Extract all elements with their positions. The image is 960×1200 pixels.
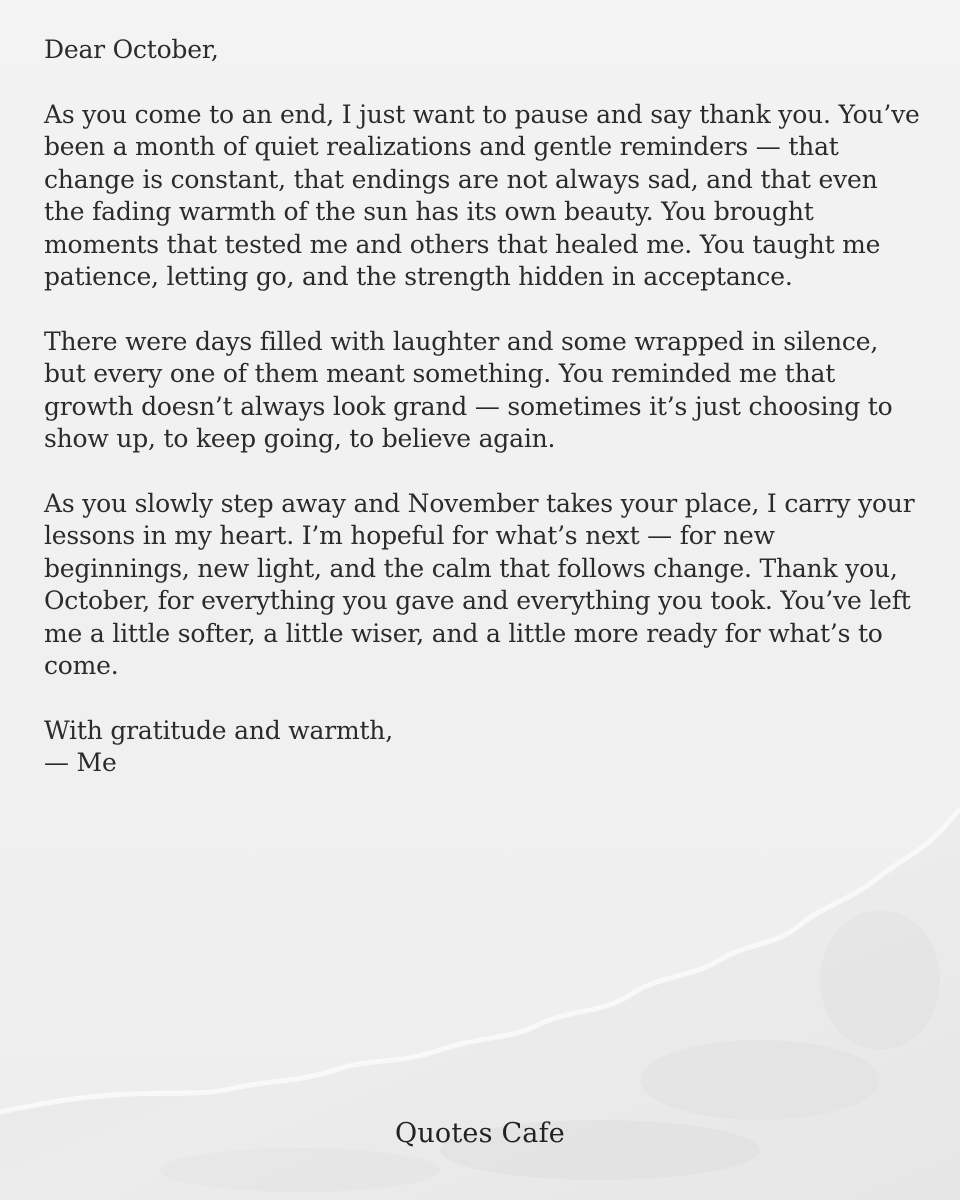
brand-name: Quotes Cafe (395, 1118, 565, 1149)
letter-closing: With gratitude and warmth, (44, 715, 393, 745)
letter-paragraph: As you come to an end, I just want to pause and say thank you. You’ve been a month of quiet realizations and gentle reminders — that change is constant, that endings are not always sad, and that even the fading warmth of the sun has its own beauty. You brought moments that tested me and others that healed me. You taught me patience, letting go, and the strength hidden in acceptance. (44, 99, 920, 291)
letter-paragraph: As you slowly step away and November takes your place, I carry your lessons in my heart. I’m hopeful for what’s next — for new beginnings, new light, and the calm that follows change. Thank you, October, for everything you gave and everything you took. You’ve left me a little softer, a little wiser, and a little more ready for what’s to come. (44, 488, 915, 680)
letter-paragraph: There were days filled with laughter and some wrapped in silence, but every one of them meant something. You reminded me that growth doesn’t always look grand — sometimes it’s just choosing to show up, to keep going, to believe again. (44, 326, 893, 453)
letter-body (44, 34, 924, 780)
letter-salutation: Dear October, (44, 35, 219, 64)
letter-signature: — Me (44, 748, 117, 777)
